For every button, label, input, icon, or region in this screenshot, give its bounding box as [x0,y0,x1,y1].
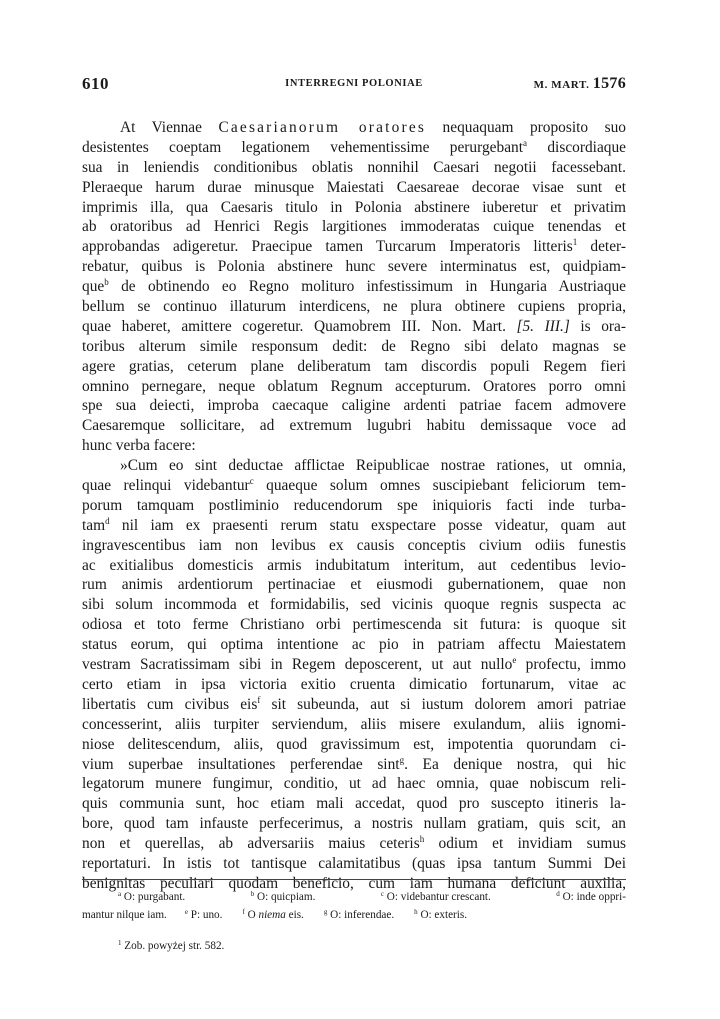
text-line: desistentes coeptam legationem vehementissime perurgebant$^a$ discordiaque [82,137,626,156]
text-line: toribus alterum simile responsum dedit: de Regno sibi delato magnas se [82,337,626,355]
text-line: Caesaremque sollicitare, ad extremum lugubri habitu demissaque voce ad [82,417,626,435]
footnote: $^d$ O: inde oppri- [556,890,626,903]
footnote-ref: 1 [572,237,578,248]
footnote-ref: b [104,277,109,288]
footnote: $^a$ O: purgabant. [118,890,186,903]
footnote-ref: c [249,476,254,487]
text-line: rum animis ardentiorum pertinaciae et eiusmodi gubernationem, quae non [82,576,626,594]
text-line: ab oratoribus ad Henrici Regis largitiones immoderatas cuique tenendas et [82,218,626,236]
text-line: non et querellas, ab adversariis maius ceteris$^h$ odium et invidiam sumus [82,834,627,853]
footnote: $^g$ O: inferendae. [323,907,395,921]
text-line: status eorum, qui optima intentione ac pio in patriam affectu Maiestatem [82,636,626,654]
footnote-line [82,907,626,925]
text-line: concesserint, aliis turpiter serviendum, aliis misere exulandum, aliis ignomi- [82,715,626,733]
footnote-continuation: mantur nilque iam. [82,908,167,921]
text-line: ac exitialibus domesticis armis indubitatum interitum, aut cedentibus levio- [82,556,626,574]
text-line: Pleraeque harum durae minusque Maiestati Caesareae decorae visae sunt et [82,178,626,196]
footnote: $^h$ O: exteris. [414,907,468,921]
running-title: INTERREGNI POLONIAE [285,78,423,89]
reference-note: $^1$ Zob. powyżej str. 582. [118,939,225,952]
text-line: libertatis cum civibus eis$^f$ sit subeunda, aut si iustum dolorem amori patriae [82,694,626,713]
footnote-ref: e [512,655,517,666]
text-line: At Viennae Caesarianorum oratores nequaquam proposito suo [120,119,626,136]
running-header [82,72,626,98]
footnote-ref: a [523,137,527,148]
text-line: spe sua deiecti, improba caecaque caligine ardenti patriae facem admovere [82,397,626,415]
text-line: quae relinqui videbantur$^c$ quaeque solum omnes suscipiebant feliciorum tem- [82,476,626,495]
footnote-line [118,889,626,907]
text-line: tam$^d$ nil iam ex praesenti rerum statu exspectare posse videatur, quam aut [82,515,626,534]
text-line: bellum se continuo illaturum interdicens, ne plura obtinere cupiens propria, [82,298,626,316]
text-line: certo etiam in ipsa victoria exitio cruenta dimicatio fortunarum, vitae ac [82,675,626,693]
text-line: odiosa et toto ferme Christiano orbi pertimescenda sit futura: is quoque sit [82,616,626,634]
text-line: rebatur, quibus is Polonia abstinere hunc severe interminatus est, quidpiam- [82,258,626,276]
text-line: ingravescentibus iam non levibus ex causis conceptis civium odiis funestis [82,536,626,554]
text-line: bore, quod tam infauste perfecerimus, a nostris nullam gratiam, quis scit, an [82,815,626,833]
footnote: $^f$ O niema eis. [242,907,304,921]
text-line: legatorum munere fungimur, conditio, ut ad haec omnia, quae nobiscum reli- [82,775,626,793]
text-line: omnino pernegare, neque oblatum Regnum accepturum. Oratores porro omni [82,377,626,395]
running-date: M. MART. 1576 [533,75,626,92]
text-line: hunc verba facere: [82,437,196,455]
text-line: vium superbae insultationes perferendae sint$^g$. Ea denique nostra, qui hic [82,754,626,773]
text-line: agere gratias, ceterum plane deliberatum tam discordis populi Regem fieri [82,357,626,375]
text-line: sua in leniendis conditionibus oblatis nonnihil Caesari negotii facessebant. [82,158,626,176]
text-line: quis communia sunt, hoc etiam mali accedat, quod pro suscepto itineris la- [82,795,626,813]
footnote: $^b$ O: quicpiam. [250,890,316,903]
text-line: vestram Sacratissimam sibi in Regem deposcerent, ut aut nullo$^e$ profectu, immo [82,655,626,674]
text-line: niose delitescendum, aliis, quod gravissimum est, impotentia quorundam ci- [82,735,626,753]
text-line: que$^b$ de obtinendo eo Regno molituro infestissimum in Hungaria Austriaque [82,277,626,296]
text-line: reportaturi. In istis tot tantisque calamitatibus (quas ipsa tantum Summi Dei [82,854,626,872]
footnote-ref: d [105,515,110,526]
footnote-ref: h [419,834,425,845]
text-line: sibi solum incommoda et formidabilis, sed vicinis quoque regnis suspecta ac [82,596,626,614]
footnote-ref: g [399,754,405,765]
footnote-divider [82,879,626,880]
text-line: imprimis illa, qua Caesaris titulo in Polonia abstinere iuberetur et privatim [82,198,626,216]
text-line: approbandas adigeretur. Praecipue tamen Turcarum Imperatoris litteris$^1$ deter- [82,237,626,256]
text-line: benignitas peculiari quodam beneficio, cum iam humana deficiunt auxilia, [82,874,626,892]
footnote-ref: f [257,694,261,705]
footnote: $^e$ P: uno. [184,907,223,921]
text-line: »Cum eo sint deductae afflictae Reipublicae nostrae rationes, ut omnia, [120,457,626,475]
date-bracket: [5. III.] [516,317,570,335]
page-number: 610 [82,74,109,93]
text-line: porum tamquam postliminio reducendorum spe iniquioris facti inde turba- [82,496,626,514]
main-text [82,118,626,894]
critical-apparatus [82,889,626,924]
footnote: $^c$ O: videbantur crescant. [380,890,491,903]
text-line: quae haberet, amittere cogeretur. Quamobrem III. Non. Mart. [5. III.] is ora- [82,317,626,335]
